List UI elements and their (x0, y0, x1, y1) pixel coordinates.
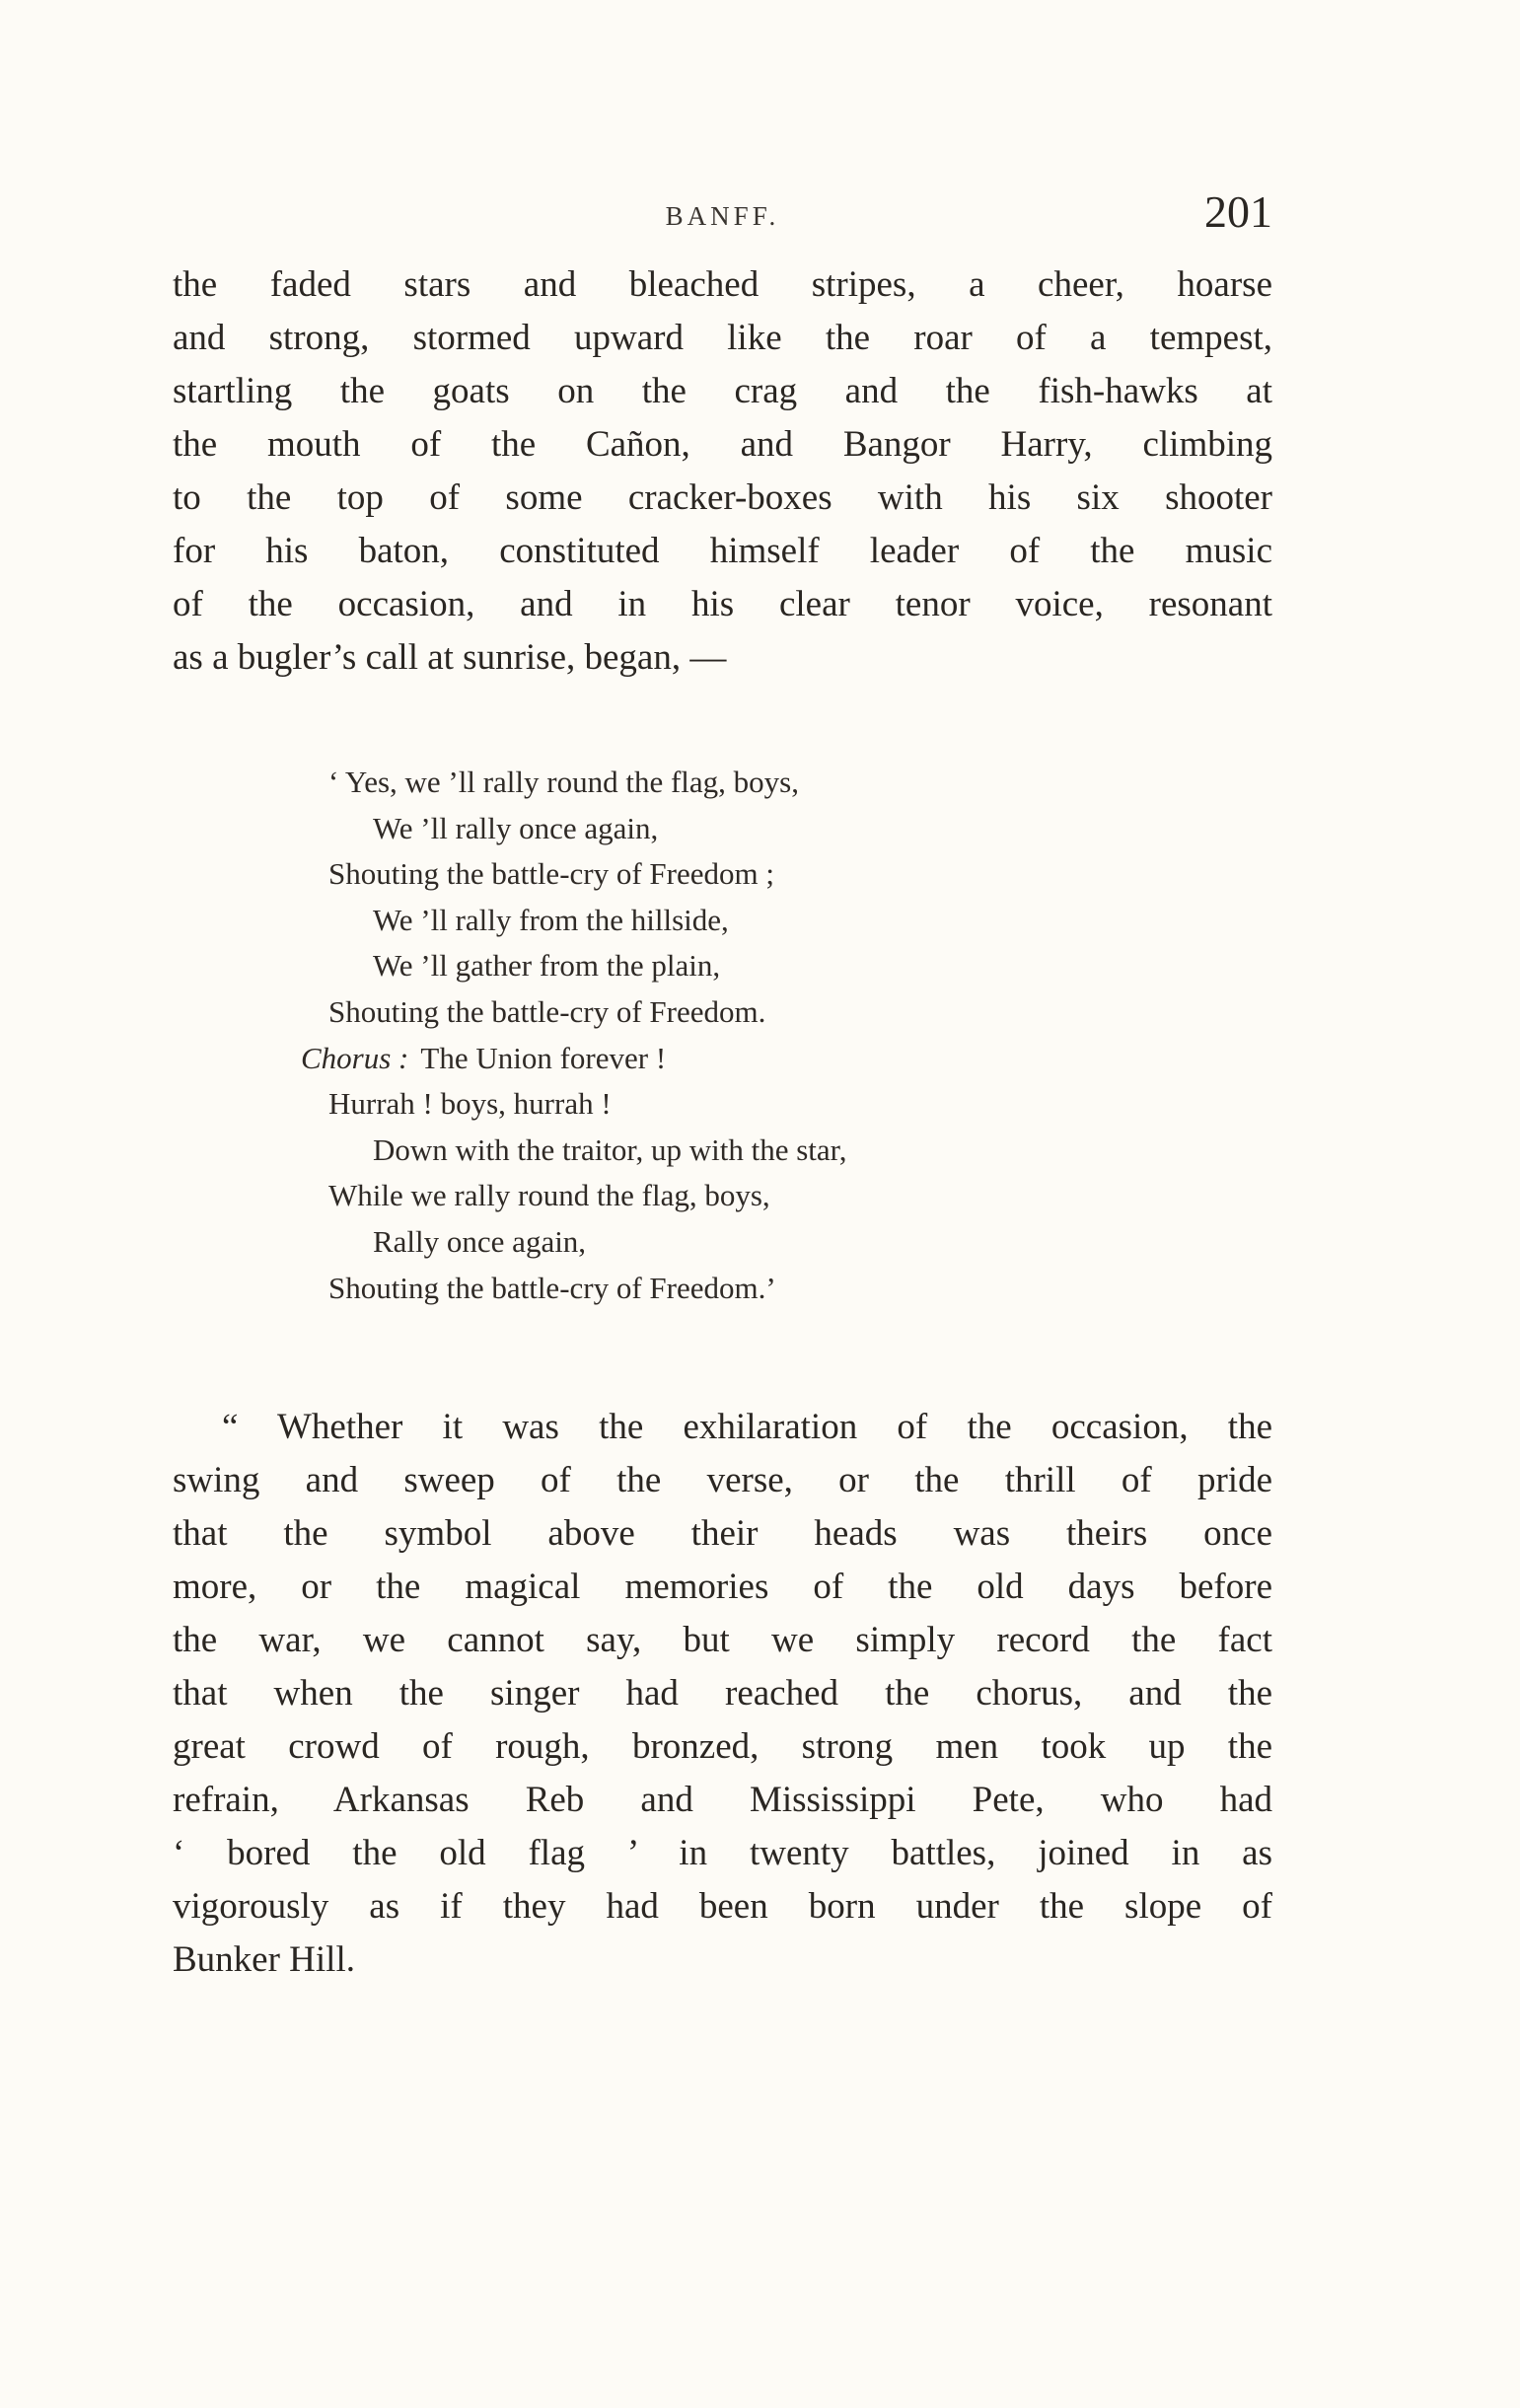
paragraph-line: to the top of some cracker-boxes with his six shooter (173, 477, 1272, 518)
verse-line: Hurrah ! boys, hurrah ! (328, 1086, 612, 1122)
verse-line: We ’ll rally once again, (373, 810, 659, 845)
verse-line: While we rally round the flag, boys, (328, 1178, 770, 1213)
verse-line: Shouting the battle-cry of Freedom ; (328, 856, 774, 892)
paragraph-line: Bunker Hill. (173, 1939, 355, 1980)
paragraph-line: that the symbol above their heads was theirs once (173, 1513, 1272, 1554)
verse-line: Rally once again, (373, 1223, 587, 1259)
song-verse (173, 760, 1272, 1311)
paragraph-line: that when the singer had reached the chorus, and the (173, 1673, 1272, 1714)
verse-line: Shouting the battle-cry of Freedom.’ (328, 1270, 776, 1305)
paragraph-line: and strong, stormed upward like the roar of a tempest, (173, 318, 1272, 358)
verse-line: Down with the traitor, up with the star, (373, 1131, 847, 1167)
verse-line: We ’ll gather from the plain, (373, 948, 721, 984)
chorus-line (173, 1036, 1272, 1082)
paragraph-line: great crowd of rough, bronzed, strong men took up the (173, 1726, 1272, 1767)
paragraph-2 (173, 1401, 1272, 1987)
paragraph-1 (173, 258, 1272, 685)
paragraph-line: the faded stars and bleached stripes, a cheer, hoarse (173, 264, 1272, 305)
paragraph-line: as a bugler’s call at sunrise, began, — (173, 637, 727, 678)
page-header (173, 185, 1272, 245)
paragraph-line: startling the goats on the crag and the fish-hawks at (173, 371, 1272, 411)
paragraph-line: the war, we cannot say, but we simply record the fact (173, 1620, 1272, 1660)
verse-line: Shouting the battle-cry of Freedom. (328, 993, 766, 1029)
verse-line: ‘ Yes, we ’ll rally round the flag, boys, (328, 765, 799, 799)
paragraph-line: of the occasion, and in his clear tenor voice, resonant (173, 584, 1272, 624)
paragraph-line: “ Whether it was the exhilaration of the occasion, the (222, 1407, 1272, 1447)
paragraph-line: refrain, Arkansas Reb and Mississippi Pete, who had (173, 1780, 1272, 1820)
paragraph-line: swing and sweep of the verse, or the thrill of pride (173, 1460, 1272, 1500)
verse-line: We ’ll rally from the hillside, (373, 902, 729, 937)
paragraph-line: for his baton, constituted himself leader of the music (173, 531, 1272, 571)
paragraph-line: ‘ bored the old flag ’ in twenty battles, joined in as (173, 1833, 1272, 1873)
chorus-label: Chorus : (301, 1040, 409, 1075)
running-head: BANFF. (665, 201, 780, 231)
paragraph-line: vigorously as if they had been born under the slope of (173, 1886, 1272, 1927)
chorus-first-line: The Union forever ! (420, 1040, 667, 1075)
paragraph-line: more, or the magical memories of the old days before (173, 1567, 1272, 1607)
page-number: 201 (1204, 186, 1272, 237)
paragraph-line: the mouth of the Cañon, and Bangor Harry, climbing (173, 424, 1272, 465)
